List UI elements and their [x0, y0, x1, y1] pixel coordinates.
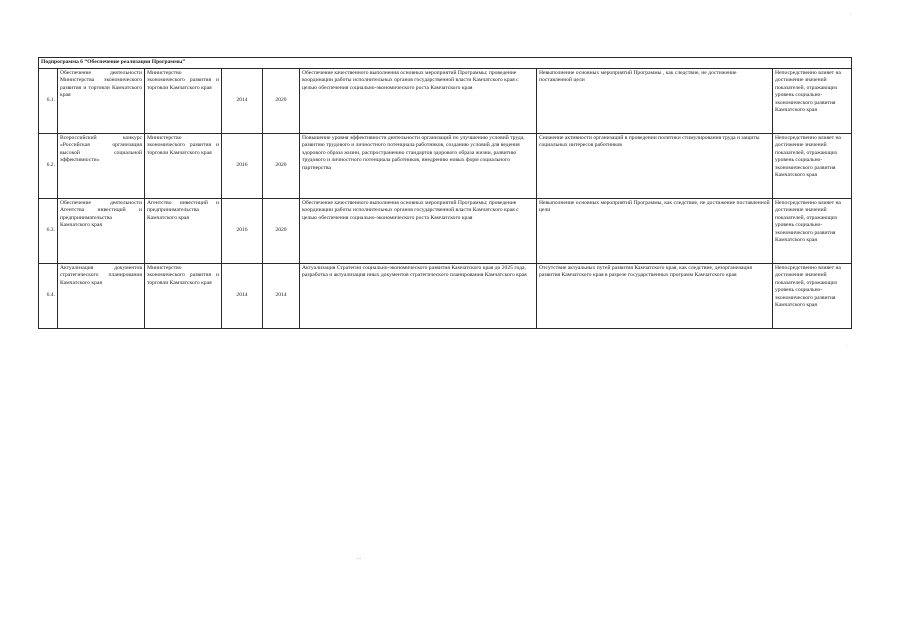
- expected-result: Актуализация Стратегии социально-экономического развития Камчатского края до 2025 года, разработка и актуализация иных документов стратегического планирования Камчатского края: [300, 264, 537, 329]
- scan-speck: ·: [846, 344, 848, 349]
- indicator-link: Непосредственно влияет на достижение значений показателей, отражающих уровень социально-экономического развития Камчатского края: [773, 199, 852, 264]
- end-year: 2020: [263, 134, 300, 199]
- start-year: 2016: [222, 134, 263, 199]
- row-number: 6.4.: [39, 264, 58, 329]
- table-row: [39, 264, 852, 329]
- row-number: 6.2.: [39, 134, 58, 199]
- activity-name: Всероссийский конкурс «Российская организация высокой социальной эффективности»: [58, 134, 145, 199]
- row-number: 6.3.: [39, 199, 58, 264]
- non-fulfilment-consequence: Снижение активности организаций в проведении политики стимулирования труда и защиты социальных интересов работников: [537, 134, 773, 199]
- subprogram-table: [38, 57, 852, 329]
- activity-name: Актуализация документов стратегического планирования Камчатского края: [58, 264, 145, 329]
- activity-name: Обеспечение деятельности Агентства инвестиций и предпринимательства Камчатского края: [58, 199, 145, 264]
- executor: Министерство экономического развития и торговли Камчатского края: [145, 264, 222, 329]
- executor: Агентство инвестиций и предпринимательства Камчатского края: [145, 199, 222, 264]
- table-row: [39, 199, 852, 264]
- scan-speck: ···: [356, 557, 361, 562]
- row-number: 6.1.: [39, 69, 58, 134]
- executor: Министерство экономического развития и торговли Камчатского края: [145, 69, 222, 134]
- end-year: 2020: [263, 69, 300, 134]
- table-row: [39, 69, 852, 134]
- expected-result: Обеспечение качественного выполнения основных мероприятий Программы; проведение координации работы исполнительных органов государственной власти Камчатского края с целью обеспечения социально-экономического роста Камчатского края: [300, 69, 537, 134]
- expected-result: Повышение уровня эффективности деятельности организаций по улучшению условий труда, развитию трудового и личностного потенциала работников, созданию условий для ведения здорового образа жизни, распространению стандартов здорового образа жизни, развитию трудового и личностного потенциала работников, внедрению новых форм социального партнерства: [300, 134, 537, 199]
- activity-name: Обеспечение деятельности Министерства экономического развития и торговли Камчатского края: [58, 69, 145, 134]
- subprogram-title: Подпрограмма 6 “Обеспечение реализации Программы”: [39, 58, 852, 69]
- indicator-link: Непосредственно влияет на достижение значений показателей, отражающих уровень социально-экономического развития Камчатского края: [773, 134, 852, 199]
- table-row: [39, 134, 852, 199]
- start-year: 2014: [222, 69, 263, 134]
- end-year: 2020: [263, 199, 300, 264]
- start-year: 2014: [222, 264, 263, 329]
- indicator-link: Непосредственно влияет на достижение значений показателей, отражающих уровень социально-экономического развития Камчатского края: [773, 69, 852, 134]
- scan-speck: ·: [850, 12, 852, 17]
- start-year: 2016: [222, 199, 263, 264]
- non-fulfilment-consequence: Отсутствие актуальных путей развития Камчатского края, как следствие, дезорганизация развития Камчатского края в разрезе государственных программ Камчатского края: [537, 264, 773, 329]
- non-fulfilment-consequence: Невыполнение основных мероприятий Программы, как следствие, не достижение поставленной цели: [537, 199, 773, 264]
- non-fulfilment-consequence: Невыполнение основных мероприятий Программы , как следствие, не достижение поставленной цели: [537, 69, 773, 134]
- indicator-link: Непосредственно влияет на достижение значений показателей, отражающих уровень социально-экономического развития Камчатского края: [773, 264, 852, 329]
- subprogram-header-row: [39, 58, 852, 69]
- executor: Министерство экономического развития и торговли Камчатского края: [145, 134, 222, 199]
- expected-result: Обеспечение качественного выполнения основных мероприятий Программы; проведение координации работы исполнительных органов государственной власти Камчатского края с целью обеспечения социально-экономического роста Камчатского края: [300, 199, 537, 264]
- end-year: 2014: [263, 264, 300, 329]
